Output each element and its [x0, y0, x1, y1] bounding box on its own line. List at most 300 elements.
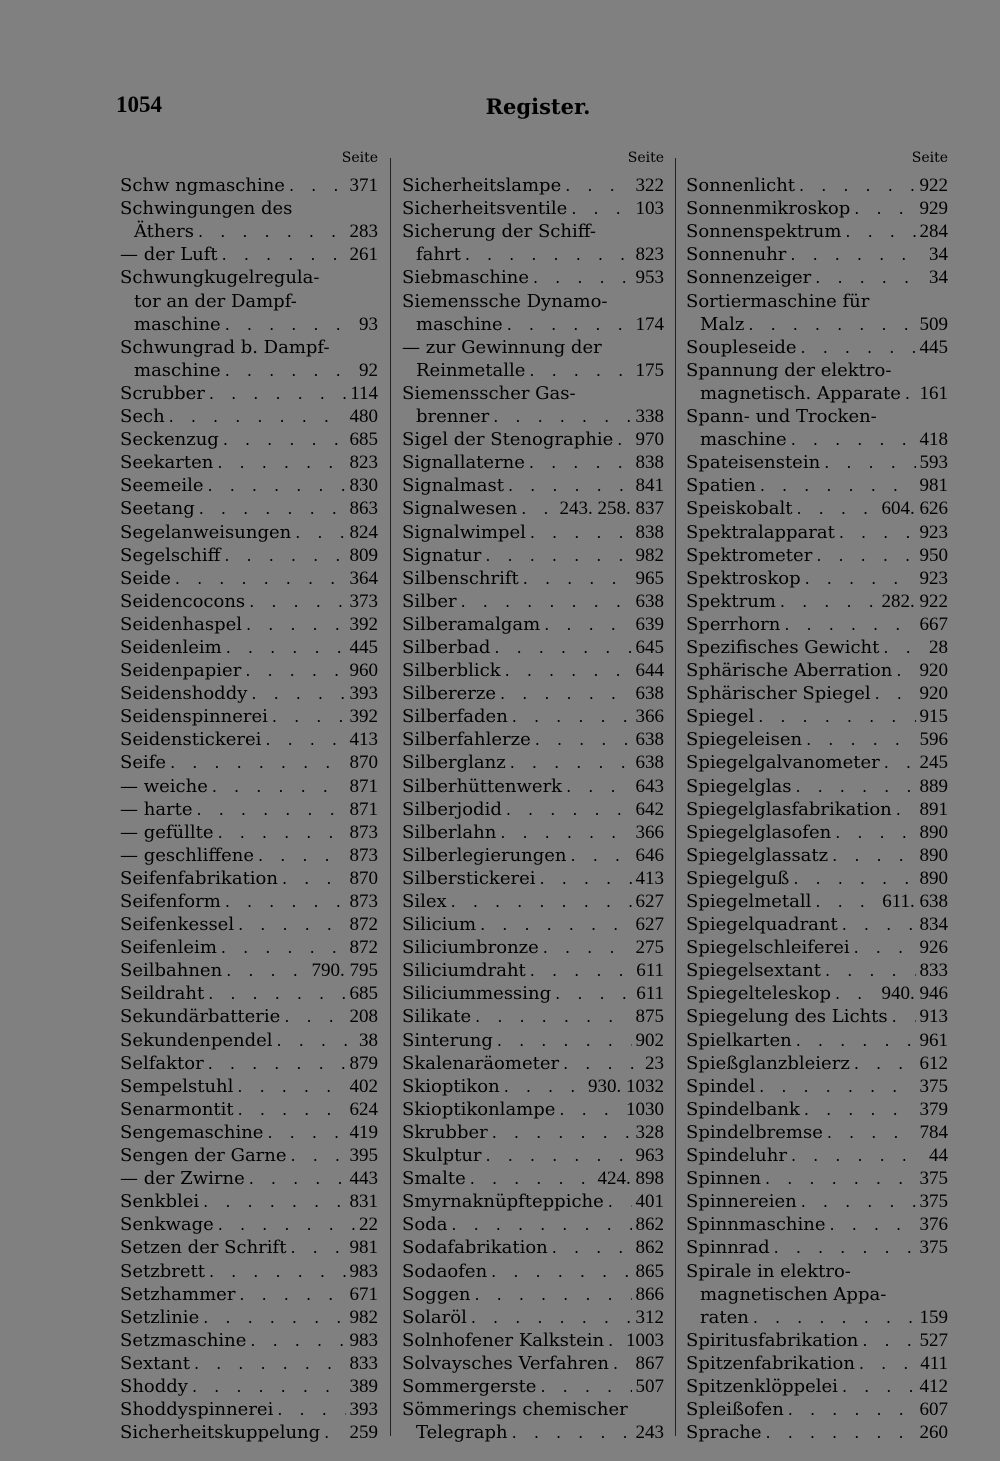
entry-page-ref: 863: [349, 498, 378, 520]
index-entry: [120, 359, 378, 382]
entry-page-ref: 480: [349, 406, 378, 428]
entry-page-ref: 243: [635, 1422, 664, 1444]
entry-term: Seekarten: [120, 452, 214, 474]
leader-dots: [213, 451, 345, 474]
entry-page-ref: 375: [919, 1168, 948, 1190]
entry-term: Spannung der elektro-: [686, 359, 892, 381]
leader-dots: [850, 197, 915, 220]
entry-term: Sicherheitslampe: [402, 175, 562, 197]
entry-page-ref: 373: [349, 590, 378, 612]
index-entry: [120, 289, 378, 312]
index-entry: [402, 751, 664, 774]
leader-dots: [487, 1260, 631, 1283]
index-entry: [686, 613, 948, 636]
entry-page-ref: 922: [919, 175, 948, 197]
leader-dots: [539, 936, 632, 959]
entry-term: Setzmaschine: [120, 1329, 247, 1351]
entry-page-ref: 862: [635, 1214, 664, 1236]
index-entry: [686, 1190, 948, 1213]
entry-page-ref: 174: [635, 313, 664, 335]
leader-dots: [802, 728, 915, 751]
entry-term: maschine: [700, 429, 787, 451]
leader-dots: [496, 682, 631, 705]
entry-page-ref: 873: [349, 844, 378, 866]
leader-dots: [831, 982, 878, 1005]
entry-term: Solvaysches Verfahren: [402, 1352, 609, 1374]
entry-page-ref: 875: [635, 1006, 664, 1028]
index-entry: [686, 1167, 948, 1190]
entry-term: Setzhammer: [120, 1283, 236, 1305]
index-entry: [120, 1398, 378, 1421]
leader-dots: [879, 636, 925, 659]
leader-dots: [261, 728, 345, 751]
leader-dots: [268, 705, 346, 728]
entry-page-ref: 527: [919, 1329, 948, 1351]
entry-term: Silicium: [402, 914, 477, 936]
entry-page-ref: 44: [929, 1145, 948, 1167]
entry-page-ref: 963: [635, 1145, 664, 1167]
leader-dots: [320, 1421, 345, 1444]
index-entry: [686, 1236, 948, 1259]
index-entry: [402, 1213, 664, 1236]
leader-dots: [245, 1167, 346, 1190]
entry-term: Äthers: [134, 221, 195, 243]
entry-term: Silex: [402, 891, 447, 912]
entry-term: Spiegel: [686, 706, 755, 728]
entry-page-ref: 960: [349, 660, 378, 682]
index-entry: [120, 959, 378, 982]
entry-page-ref: 161: [919, 382, 948, 404]
index-entry: [120, 567, 378, 590]
leader-dots: [457, 590, 632, 613]
leader-dots: [504, 474, 632, 497]
index-entry: [686, 590, 948, 613]
leader-dots: [787, 428, 916, 451]
leader-dots: [287, 1144, 346, 1167]
index-entry: [402, 821, 664, 844]
entry-page-ref: 838: [635, 452, 664, 474]
index-entry: [686, 1421, 948, 1444]
seite-label: Seite: [341, 150, 378, 166]
entry-term: Spiegelquadrant: [686, 914, 838, 936]
index-entry: [402, 1190, 664, 1213]
index-entry: [686, 636, 948, 659]
index-entry: [402, 705, 664, 728]
leader-dots: [784, 1398, 916, 1421]
entry-term: Setzlinie: [120, 1306, 200, 1328]
index-entry: [686, 1283, 948, 1306]
entry-term: Sonnenmikroskop: [686, 198, 851, 220]
entry-page-ref: 260: [919, 1422, 948, 1444]
leader-dots: [247, 682, 345, 705]
entry-page-ref: 831: [349, 1191, 378, 1213]
entry-term: Sicherung der Schiff-: [402, 221, 596, 243]
index-entry: [686, 867, 948, 890]
entry-term: Silberblick: [402, 660, 501, 682]
entry-page-ref: 418: [919, 429, 948, 451]
leader-dots: [221, 313, 355, 336]
index-entry: [686, 1375, 948, 1398]
entry-page-ref: 930. 1032: [588, 1075, 664, 1097]
entry-term: Silberhüttenwerk: [402, 775, 563, 797]
leader-dots: [609, 1352, 632, 1375]
entry-term: Silberfahlerze: [402, 729, 531, 751]
entry-page-ref: 424. 898: [597, 1168, 664, 1190]
entry-term: Seidenstickerei: [120, 729, 262, 751]
leader-dots: [792, 1029, 916, 1052]
entry-term: — zur Gewinnung der: [402, 336, 602, 358]
entry-term: Siebmaschine: [402, 267, 529, 289]
entry-page-ref: 159: [919, 1306, 948, 1328]
leader-dots: [214, 1213, 355, 1236]
leader-dots: [503, 313, 632, 336]
entry-page-ref: 445: [349, 636, 378, 658]
entry-term: Silbererze: [402, 683, 497, 705]
entry-term: Seidenleim: [120, 636, 222, 658]
entry-term: Sekundenpendel: [120, 1029, 273, 1051]
leader-dots: [531, 728, 632, 751]
entry-term: Seidenpapier: [120, 660, 242, 682]
entry-page-ref: 902: [635, 1029, 664, 1051]
leader-dots: [525, 359, 631, 382]
entry-term: Signalwesen: [402, 498, 518, 520]
index-entry: [120, 520, 378, 543]
entry-term: Spleißofen: [686, 1399, 784, 1421]
entry-term: Sicherheitskuppelung: [120, 1422, 321, 1444]
index-entry: [686, 1098, 948, 1121]
entry-page-ref: 322: [635, 175, 664, 197]
entry-term: Sonnenuhr: [686, 244, 787, 266]
index-entry: [402, 520, 664, 543]
leader-dots: [188, 1375, 346, 1398]
index-entry: [402, 266, 664, 289]
entry-term: Spektrometer: [686, 544, 813, 566]
entry-term: Silikate: [402, 1006, 472, 1028]
entry-page-ref: 982: [349, 1306, 378, 1328]
leader-dots: [789, 867, 915, 890]
index-entry: [402, 774, 664, 797]
index-entry: [686, 959, 948, 982]
index-entry: [120, 867, 378, 890]
entry-page-ref: 862: [635, 1237, 664, 1259]
entry-page-ref: 413: [349, 729, 378, 751]
leader-dots: [811, 890, 878, 913]
entry-page-ref: 961: [919, 1029, 948, 1051]
entry-page-ref: 833: [349, 1352, 378, 1374]
entry-page-ref: 282. 922: [881, 590, 948, 612]
leader-dots: [165, 405, 346, 428]
entry-term: Scrubber: [120, 382, 205, 404]
leader-dots: [470, 1283, 631, 1306]
leader-dots: [567, 197, 631, 220]
entry-term: Spiegelglasofen: [686, 821, 832, 843]
entry-page-ref: 596: [919, 729, 948, 751]
entry-term: Schwingungen des: [120, 198, 293, 220]
index-entry: [402, 1306, 664, 1329]
leader-dots: [205, 1260, 346, 1283]
entry-term: Spinnrad: [686, 1237, 770, 1259]
leader-dots: [286, 1236, 345, 1259]
seite-label: Seite: [627, 150, 664, 166]
entry-term: fahrt: [416, 244, 461, 266]
leader-dots: [217, 936, 346, 959]
entry-term: Telegraph: [416, 1422, 508, 1444]
entry-page-ref: 34: [929, 267, 948, 289]
index-entry: [402, 313, 664, 336]
index-entry: [402, 1167, 664, 1190]
entry-term: Spiegelglassatz: [686, 844, 829, 866]
leader-dots: [171, 567, 346, 590]
entry-page-ref: 395: [349, 1145, 378, 1167]
index-entry: [686, 982, 948, 1005]
entry-page-ref: 920: [919, 683, 948, 705]
leader-dots: [540, 613, 631, 636]
entry-term: Senkwage: [120, 1214, 214, 1236]
index-entry: [120, 197, 378, 220]
leader-dots: [551, 982, 632, 1005]
entry-page-ref: 926: [919, 937, 948, 959]
leader-dots: [820, 451, 915, 474]
column-divider: [390, 158, 391, 1436]
leader-dots: [801, 567, 916, 590]
index-entry: [120, 544, 378, 567]
index-entry: [120, 774, 378, 797]
entry-term: Seetang: [120, 498, 195, 520]
index-entry: [686, 890, 948, 913]
entry-term: Spiegelgalvanometer: [686, 752, 880, 774]
index-entry: [402, 1028, 664, 1051]
index-entry: [686, 1306, 948, 1329]
entry-page-ref: 376: [919, 1214, 948, 1236]
leader-dots: [555, 1098, 622, 1121]
entry-term: — weiche: [120, 775, 208, 797]
entry-page-ref: 375: [919, 1075, 948, 1097]
index-entry: [120, 1028, 378, 1051]
leader-dots: [214, 821, 346, 844]
entry-term: Spektralapparat: [686, 521, 835, 543]
index-entry: [686, 451, 948, 474]
entry-term: magnetischen Appa-: [700, 1283, 887, 1305]
entry-page-ref: 638: [635, 590, 664, 612]
index-entry: [402, 913, 664, 936]
entry-term: Seildraht: [120, 983, 205, 1005]
entry-term: Senarmontit: [120, 1098, 234, 1120]
entry-page-ref: 411: [920, 1352, 948, 1374]
entry-term: Silberfaden: [402, 706, 508, 728]
entry-page-ref: 685: [349, 429, 378, 451]
entry-page-ref: 865: [635, 1260, 664, 1282]
leader-dots: [850, 936, 916, 959]
entry-page-ref: 823: [635, 244, 664, 266]
entry-page-ref: 243. 258. 837: [559, 498, 664, 520]
leader-dots: [488, 1121, 632, 1144]
index-entry: [120, 1121, 378, 1144]
leader-dots: [204, 1052, 346, 1075]
leader-dots: [222, 959, 307, 982]
index-entry: [120, 1052, 378, 1075]
entry-page-ref: 965: [635, 567, 664, 589]
entry-term: Sömmerings chemischer: [402, 1399, 628, 1421]
entry-term: Seilbahnen: [120, 960, 223, 982]
leader-dots: [166, 751, 345, 774]
index-entry: [120, 913, 378, 936]
entry-term: Spatien: [686, 475, 756, 497]
entry-term: Spiegelung des Lichts: [686, 1006, 888, 1028]
entry-page-ref: 890: [919, 844, 948, 866]
entry-page-ref: 833: [919, 960, 948, 982]
index-entry: [120, 1329, 378, 1352]
entry-term: Schw ngmaschine: [120, 175, 285, 197]
index-entry: [120, 336, 378, 359]
leader-dots: [761, 1167, 915, 1190]
index-entry: [686, 289, 948, 312]
index-entry: [120, 1306, 378, 1329]
index-entry: [686, 405, 948, 428]
index-entry: [120, 890, 378, 913]
index-entry: [402, 1352, 664, 1375]
entry-term: Sicherheitsventile: [402, 198, 568, 220]
leader-dots: [604, 1329, 622, 1352]
entry-term: Spiegelsextant: [686, 960, 822, 982]
entry-term: Sonnenspektrum: [686, 221, 842, 243]
entry-term: Spirale in elektro-: [686, 1260, 851, 1282]
index-entry: [402, 382, 664, 405]
leader-dots: [500, 1075, 584, 1098]
entry-page-ref: 872: [349, 937, 378, 959]
entry-term: Spinnen: [686, 1168, 762, 1190]
entry-page-ref: 259: [349, 1422, 378, 1444]
index-entry: [402, 359, 664, 382]
entry-term: Smalte: [402, 1168, 466, 1190]
index-entry: [120, 243, 378, 266]
index-entry: [686, 705, 948, 728]
leader-dots: [218, 243, 346, 266]
index-entry: [120, 451, 378, 474]
entry-term: Signalwimpel: [402, 521, 526, 543]
index-entry: [402, 1329, 664, 1352]
index-entry: [686, 844, 948, 867]
leader-dots: [447, 1213, 631, 1236]
leader-dots: [278, 867, 346, 890]
index-entry: [402, 1236, 664, 1259]
index-entry: [402, 682, 664, 705]
leader-dots: [536, 867, 632, 890]
entry-term: — geschliffene: [120, 844, 255, 866]
entry-term: Sextant: [120, 1352, 190, 1374]
index-entry: [402, 844, 664, 867]
entry-page-ref: 412: [919, 1375, 948, 1397]
entry-page-ref: 371: [349, 175, 378, 197]
entry-term: Seifenform: [120, 891, 221, 912]
leader-dots: [780, 613, 915, 636]
leader-dots: [496, 821, 631, 844]
leader-dots: [280, 1005, 345, 1028]
index-entry: [686, 382, 948, 405]
index-entry: [686, 428, 948, 451]
entry-page-ref: 890: [919, 867, 948, 889]
entry-page-ref: 275: [635, 937, 664, 959]
entry-page-ref: 685: [349, 983, 378, 1005]
index-entry: [402, 567, 664, 590]
index-entry: [120, 313, 378, 336]
entry-page-ref: 879: [349, 1052, 378, 1074]
entry-page-ref: 28: [929, 636, 948, 658]
index-entry: [402, 1075, 664, 1098]
index-entry: [120, 1190, 378, 1213]
entry-page-ref: 981: [349, 1237, 378, 1259]
leader-dots: [447, 890, 632, 913]
entry-term: Sodaofen: [402, 1260, 488, 1282]
entry-term: Skrubber: [402, 1121, 488, 1143]
index-entry: [120, 220, 378, 243]
entry-page-ref: 841: [635, 475, 664, 497]
leader-dots: [559, 1052, 641, 1075]
leader-dots: [241, 659, 345, 682]
entry-page-ref: 23: [645, 1052, 664, 1074]
index-column-2: [402, 150, 664, 1444]
entry-term: Silberamalgam: [402, 613, 541, 635]
leader-dots: [536, 1375, 631, 1398]
entry-term: Siemensscher Gas-: [402, 382, 576, 404]
leader-dots: [613, 428, 631, 451]
leader-dots: [502, 798, 632, 821]
entry-term: Signalmast: [402, 475, 504, 497]
entry-term: Spitzenklöppelei: [686, 1375, 838, 1397]
index-entry: [120, 728, 378, 751]
entry-term: Seifenkessel: [120, 914, 235, 936]
index-entry: [686, 497, 948, 520]
index-entry: [686, 1121, 948, 1144]
leader-dots: [754, 705, 915, 728]
leader-dots: [273, 1398, 345, 1421]
leader-dots: [517, 497, 555, 520]
leader-dots: [828, 844, 915, 867]
leader-dots: [892, 798, 916, 821]
leader-dots: [481, 544, 631, 567]
entry-page-ref: 443: [349, 1168, 378, 1190]
entry-page-ref: 389: [349, 1375, 378, 1397]
leader-dots: [490, 636, 631, 659]
entry-page-ref: 834: [919, 914, 948, 936]
leader-dots: [749, 1306, 916, 1329]
index-entry: [402, 405, 664, 428]
leader-dots: [901, 382, 916, 405]
leader-dots: [786, 243, 925, 266]
index-entry: [686, 1398, 948, 1421]
entry-page-ref: 1003: [626, 1329, 664, 1351]
leader-dots: [204, 982, 345, 1005]
entry-term: Solnhofener Kalkstein: [402, 1329, 605, 1351]
index-entry: [402, 174, 664, 197]
index-entry: [402, 1121, 664, 1144]
entry-term: Spinnereien: [686, 1191, 797, 1213]
entry-page-ref: 284: [919, 221, 948, 243]
entry-term: Spielkarten: [686, 1029, 792, 1051]
entry-term: Solaröl: [402, 1306, 467, 1328]
index-entry: [686, 1075, 948, 1098]
entry-page-ref: 593: [919, 452, 948, 474]
entry-term: Seide: [120, 567, 171, 589]
entry-page-ref: 830: [349, 475, 378, 497]
index-entry: [686, 1329, 948, 1352]
entry-term: Seifenfabrikation: [120, 867, 278, 889]
index-entry: [686, 174, 948, 197]
entry-page-ref: 92: [359, 359, 378, 381]
index-entry: [120, 1259, 378, 1282]
index-entry: [120, 751, 378, 774]
index-entry: [686, 474, 948, 497]
index-entry: [686, 313, 948, 336]
